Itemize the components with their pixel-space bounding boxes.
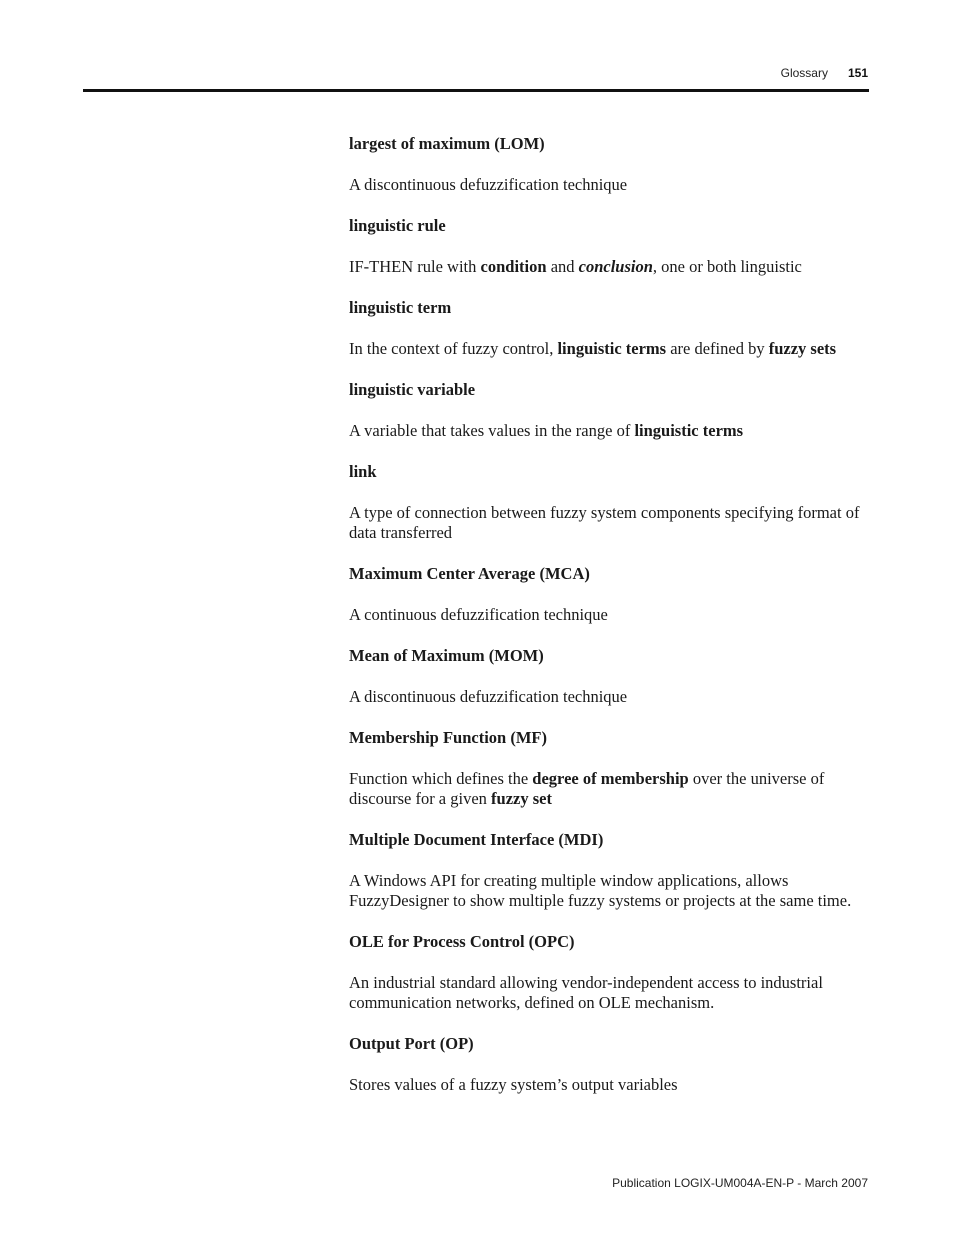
glossary-term: OLE for Process Control (OPC) [349, 932, 575, 951]
glossary-term: linguistic rule [349, 216, 446, 235]
definition-text: A discontinuous defuzzification technique [349, 687, 628, 706]
section-title: Glossary [780, 66, 828, 80]
glossary-entries [349, 134, 871, 1116]
definition-text: over the universe of discourse for a given [349, 769, 825, 808]
glossary-definition [349, 257, 871, 277]
glossary-term: Membership Function (MF) [349, 728, 547, 747]
glossary-definition [349, 973, 871, 1013]
definition-text: A discontinuous defuzzification technique [349, 175, 628, 194]
glossary-definition [349, 871, 871, 911]
glossary-term: Maximum Center Average (MCA) [349, 564, 590, 583]
definition-text: and [546, 257, 579, 276]
definition-text: A variable that takes values in the range of [349, 421, 635, 440]
definition-text: are defined by [666, 339, 769, 358]
glossary-term: Mean of Maximum (MOM) [349, 646, 544, 665]
definition-text: An industrial standard allowing vendor-independent access to industrial communication networks, defined on OLE mechanism. [349, 973, 823, 1012]
glossary-definition [349, 1075, 871, 1095]
glossary-term: link [349, 462, 377, 481]
glossary-definition [349, 769, 871, 809]
glossary-definition [349, 421, 871, 441]
page-header [781, 66, 868, 80]
definition-emphasis: fuzzy set [491, 789, 552, 808]
definition-text: Function which defines the [349, 769, 533, 788]
header-rule [83, 89, 869, 92]
glossary-definition [349, 687, 871, 707]
glossary-term: largest of maximum (LOM) [349, 134, 545, 153]
definition-text: Stores values of a fuzzy system’s output variables [349, 1075, 678, 1094]
glossary-definition [349, 339, 871, 359]
glossary-term: linguistic term [349, 298, 452, 317]
definition-text: , one or both linguistic [652, 257, 802, 276]
page-number: 151 [847, 66, 868, 80]
glossary-term: Output Port (OP) [349, 1034, 474, 1053]
glossary-definition [349, 605, 871, 625]
definition-text: A type of connection between fuzzy system components specifying format of data transferred [349, 503, 860, 542]
definition-emphasis: fuzzy sets [768, 339, 837, 358]
glossary-term: linguistic variable [349, 380, 476, 399]
definition-text: A continuous defuzzification technique [349, 605, 608, 624]
publication-footer: Publication LOGIX-UM004A-EN-P - March 2007 [612, 1176, 868, 1190]
glossary-definition [349, 503, 871, 543]
definition-emphasis: linguistic terms [557, 339, 667, 358]
definition-text: A Windows API for creating multiple window applications, allows FuzzyDesigner to show multiple fuzzy systems or projects at the same time. [349, 871, 852, 910]
definition-emphasis: linguistic terms [634, 421, 744, 440]
definition-text: IF-THEN rule with [349, 257, 481, 276]
glossary-definition [349, 175, 871, 195]
glossary-term: Multiple Document Interface (MDI) [349, 830, 604, 849]
definition-emphasis: degree of membership [532, 769, 689, 788]
definition-emphasis: condition [480, 257, 547, 276]
definition-emphasis: conclusion [578, 257, 653, 276]
definition-text: In the context of fuzzy control, [349, 339, 558, 358]
